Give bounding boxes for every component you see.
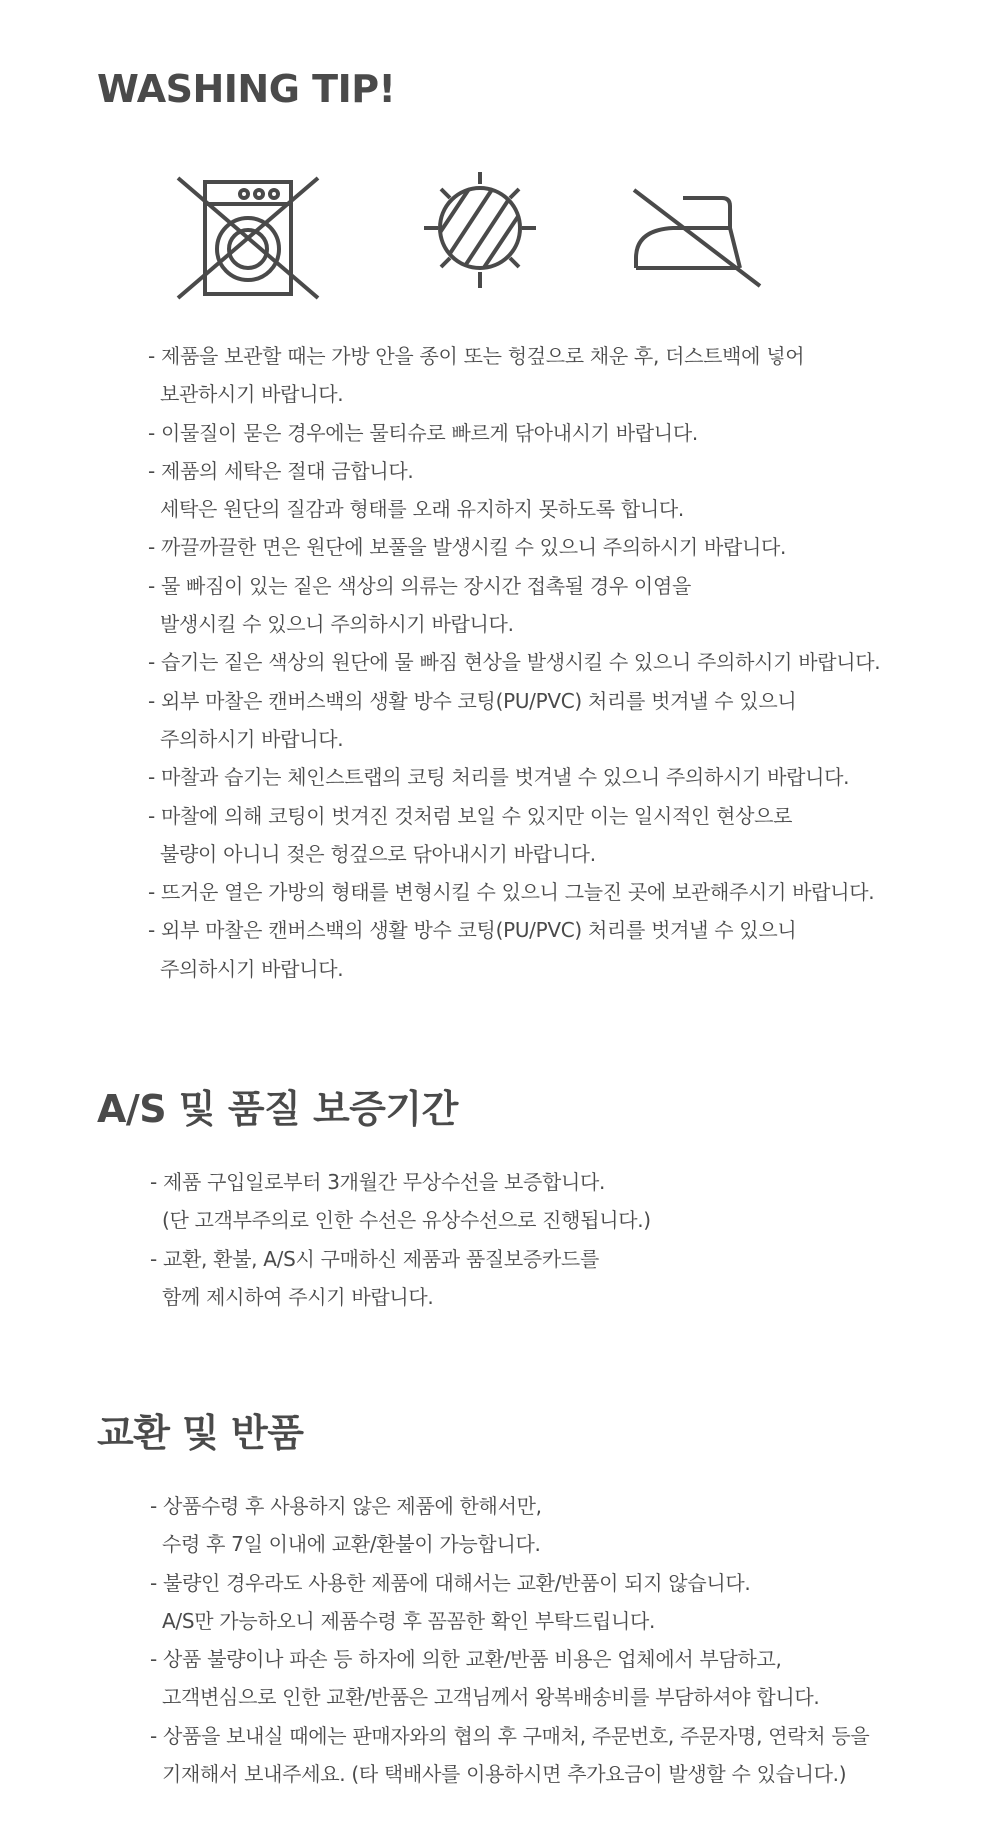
no-sun-dry-icon xyxy=(415,170,545,305)
list-item: 발생시킬 수 있으니 주의하시기 바랍니다. xyxy=(160,612,514,637)
list-item: - 마찰과 습기는 체인스트랩의 코팅 처리를 벗겨낼 수 있으니 주의하시기 바랍니다. xyxy=(148,765,850,790)
list-item: - 불량인 경우라도 사용한 제품에 대해서는 교환/반품이 되지 않습니다. xyxy=(150,1570,751,1595)
list-item: - 외부 마찰은 캔버스백의 생활 방수 코팅(PU/PVC) 처리를 벗겨낼 수 있으니 xyxy=(148,688,797,713)
washing-tips-list xyxy=(148,337,880,988)
list-item: 고객변심으로 인한 교환/반품은 고객님께서 왕복배송비를 부담하셔야 합니다. xyxy=(162,1685,820,1710)
list-item: - 제품 구입일로부터 3개월간 무상수선을 보증합니다. xyxy=(150,1170,606,1194)
list-item: - 이물질이 묻은 경우에는 물티슈로 빠르게 닦아내시기 바랍니다. xyxy=(148,420,698,445)
list-item: - 뜨거운 열은 가방의 형태를 변형시킬 수 있으니 그늘진 곳에 보관해주시기 바랍니다. xyxy=(148,880,875,905)
list-item: 불량이 아니니 젖은 헝겊으로 닦아내시기 바랍니다. xyxy=(160,841,596,866)
list-item: - 마찰에 의해 코팅이 벗겨진 것처럼 보일 수 있지만 이는 일시적인 현상으로 xyxy=(148,803,793,828)
list-item: 주의하시기 바랍니다. xyxy=(160,726,344,751)
list-item: (단 고객부주의로 인한 수선은 유상수선으로 진행됩니다.) xyxy=(162,1208,651,1233)
list-item: 수령 후 7일 이내에 교환/환불이 가능합니다. xyxy=(162,1532,541,1557)
list-item: - 상품수령 후 사용하지 않은 제품에 한해서만, xyxy=(150,1494,542,1518)
list-item: A/S만 가능하오니 제품수령 후 꼼꼼한 확인 부탁드립니다. xyxy=(162,1608,656,1633)
as-warranty-title: A/S 및 품질 보증기간 xyxy=(97,1087,458,1131)
exchange-return-title: 교환 및 반품 xyxy=(97,1411,304,1455)
as-warranty-list xyxy=(150,1163,651,1316)
list-item: - 제품의 세탁은 절대 금합니다. xyxy=(148,458,414,483)
list-item: 주의하시기 바랍니다. xyxy=(160,956,344,981)
list-item: 기재해서 보내주세요. (타 택배사를 이용하시면 추가요금이 발생할 수 있습니다.) xyxy=(162,1762,847,1787)
list-item: 세탁은 원단의 질감과 형태를 오래 유지하지 못하도록 합니다. xyxy=(160,497,684,522)
list-item: - 제품을 보관할 때는 가방 안을 종이 또는 헝겊으로 채운 후, 더스트백에 넣어 xyxy=(148,344,805,368)
list-item: - 상품 불량이나 파손 등 하자에 의한 교환/반품 비용은 업체에서 부담하고, xyxy=(150,1647,782,1672)
list-item: 함께 제시하여 주시기 바랍니다. xyxy=(162,1284,434,1309)
list-item: - 습기는 짙은 색상의 원단에 물 빠짐 현상을 발생시킬 수 있으니 주의하시기 바랍니다. xyxy=(148,650,881,675)
exchange-return-list xyxy=(150,1487,869,1793)
care-icons xyxy=(0,170,1000,305)
list-item: 보관하시기 바랍니다. xyxy=(160,382,344,407)
washing-tip-title: WASHING TIP! xyxy=(97,67,396,111)
list-item: - 교환, 환불, A/S시 구매하신 제품과 품질보증카드를 xyxy=(150,1246,599,1271)
list-item: - 까끌까끌한 면은 원단에 보풀을 발생시킬 수 있으니 주의하시기 바랍니다. xyxy=(148,535,787,560)
list-item: - 외부 마찰은 캔버스백의 생활 방수 코팅(PU/PVC) 처리를 벗겨낼 수 있으니 xyxy=(148,918,797,943)
list-item: - 상품을 보내실 때에는 판매자와의 협의 후 구매처, 주문번호, 주문자명, 연락처 등을 xyxy=(150,1723,870,1748)
no-machine-wash-icon xyxy=(172,170,322,305)
list-item: - 물 빠짐이 있는 짙은 색상의 의류는 장시간 접촉될 경우 이염을 xyxy=(148,573,691,598)
no-iron-icon xyxy=(628,170,768,305)
